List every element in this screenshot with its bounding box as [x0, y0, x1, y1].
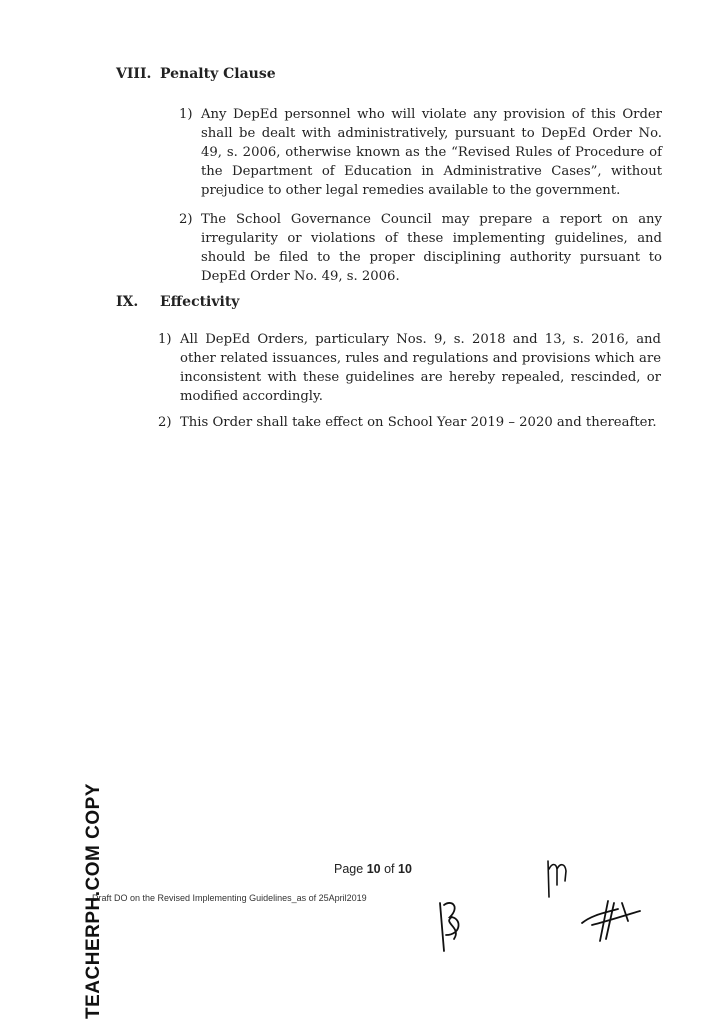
item-number: 2): [179, 212, 193, 227]
page-number: [334, 862, 412, 876]
signature-initial-right: [578, 895, 644, 945]
effectivity-item-1: [158, 330, 661, 406]
draft-note: Draft DO on the Revised Implementing Guidelines_as of 25April2019: [92, 893, 367, 903]
page-of: of: [384, 862, 395, 876]
section-number: VIII.: [116, 66, 152, 82]
signature-initial-top: [538, 855, 578, 905]
item-text: All DepEd Orders, particulary Nos. 9, s. 2018 and 13, s. 2016, and other related issuances, rules and regulations and provisions which are inconsistent with these guidelines are hereby repealed, rescinded, or modified accordingly.: [180, 332, 661, 404]
page-total: 10: [398, 862, 412, 876]
item-number: 1): [158, 332, 172, 347]
penalty-item-2: [179, 210, 662, 286]
penalty-item-1: [179, 105, 662, 200]
effectivity-item-2: [158, 413, 661, 432]
watermark: TEACHERPH.COM COPY: [83, 783, 104, 1019]
section-number: IX.: [116, 294, 139, 310]
signature-initial-left: [432, 895, 472, 955]
section-heading-effectivity: [116, 294, 239, 310]
item-number: 2): [158, 415, 172, 430]
item-text: The School Governance Council may prepare a report on any irregularity or violations of these implementing guidelines, and should be filed to the proper disciplining authority pursuant to DepEd Order No. 49, s. 2006.: [201, 212, 662, 284]
item-number: 1): [179, 107, 193, 122]
item-text: Any DepEd personnel who will violate any provision of this Order shall be dealt with administratively, pursuant to DepEd Order No. 49, s. 2006, otherwise known as the “Revised Rules of Procedure of the Department of Education in Administrative Cases”, without prejudice to other legal remedies available to the government.: [201, 107, 662, 198]
section-heading-penalty-clause: [116, 66, 276, 82]
page-label: Page: [334, 862, 364, 876]
page-current: 10: [366, 862, 381, 876]
section-title: Penalty Clause: [160, 66, 276, 82]
section-title: Effectivity: [160, 294, 240, 310]
item-text: This Order shall take effect on School Year 2019 – 2020 and thereafter.: [180, 415, 657, 430]
